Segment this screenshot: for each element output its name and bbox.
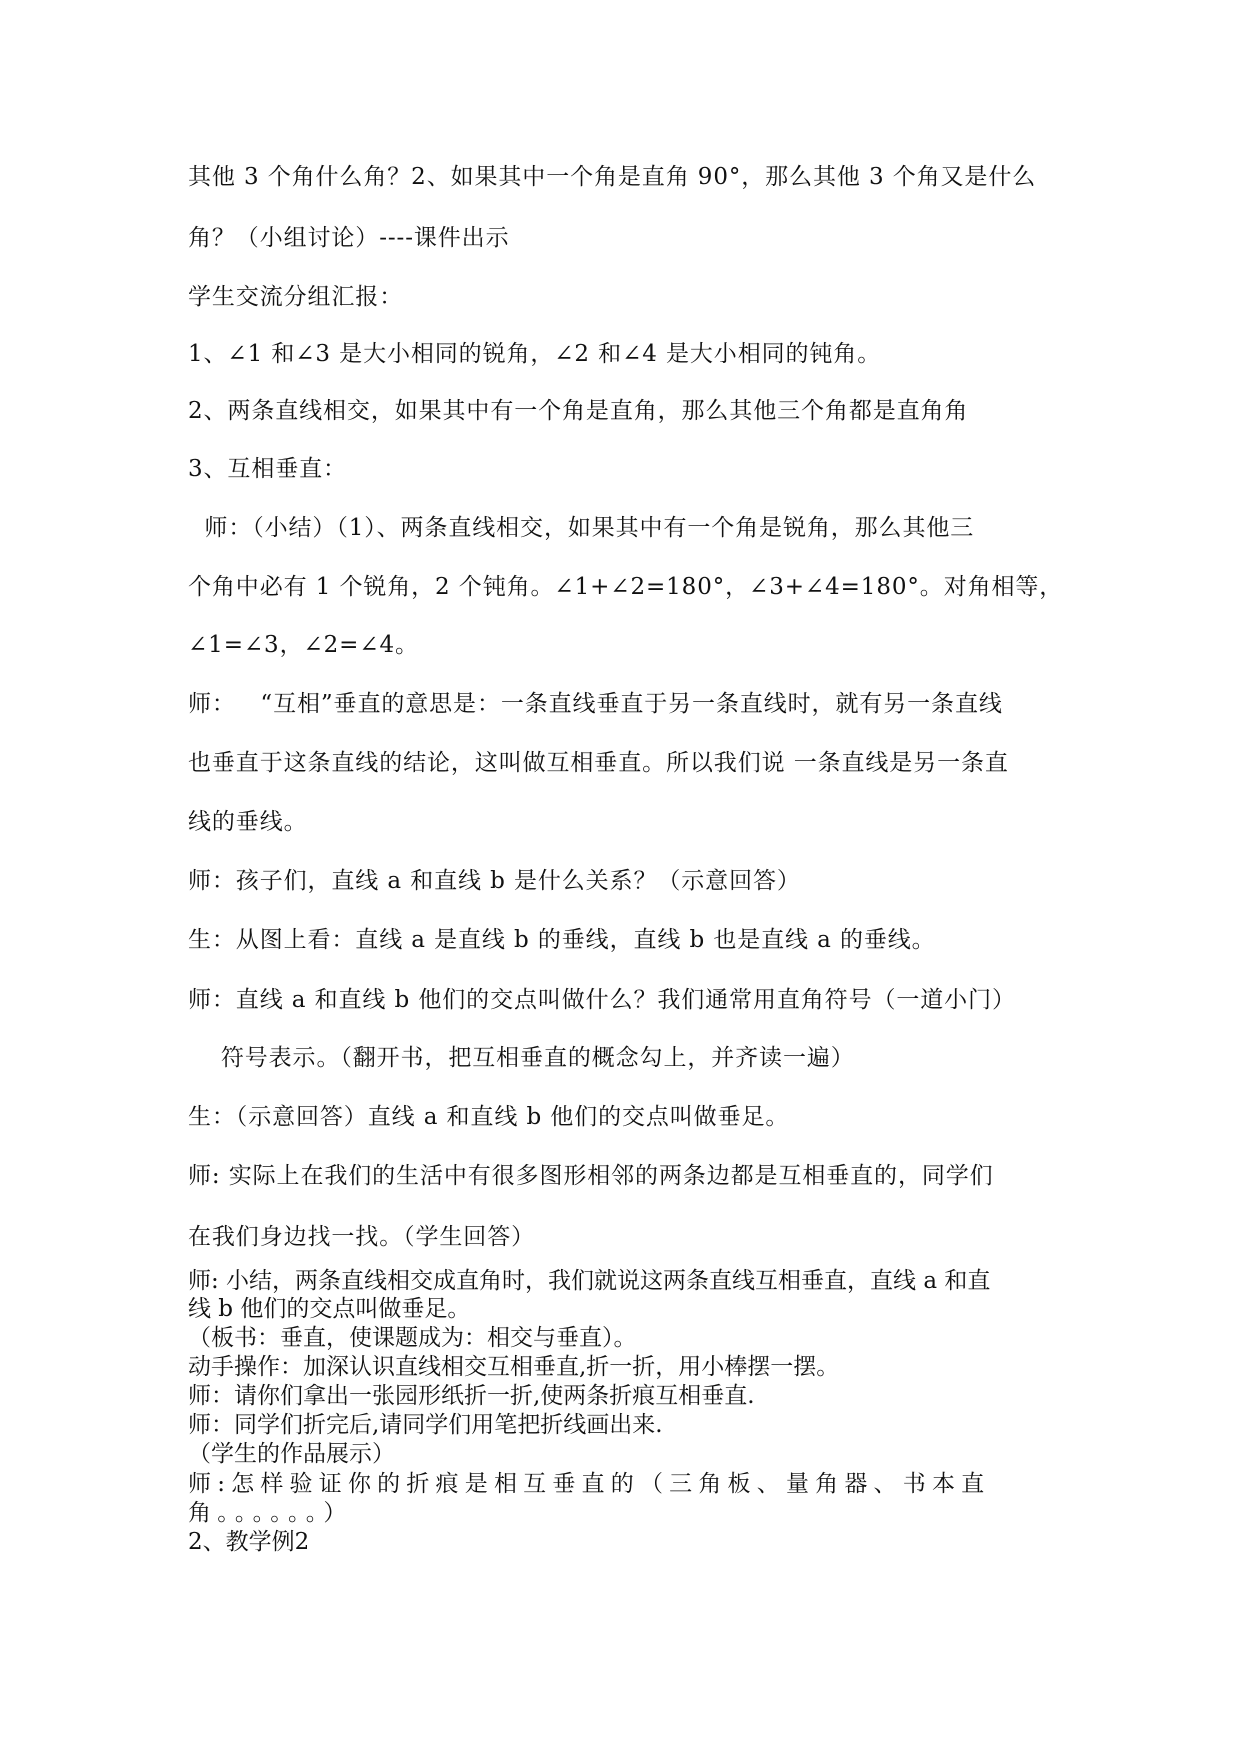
text-line: 角。。。。。。）: [188, 1500, 353, 1526]
text-line: 在我们身边找一找。（学生回答）: [188, 1224, 535, 1250]
text-line: 师: 实际上在我们的生活中有很多图形相邻的两条边都是互相垂直的，同学们: [188, 1163, 994, 1189]
text-line: 师：请你们拿出一张园形纸折一折,使两条折痕互相垂直.: [188, 1383, 755, 1409]
text-line: ∠1=∠3，∠2=∠4。: [188, 632, 419, 658]
text-line: 师：直线 a 和直线 b 他们的交点叫做什么？我们通常用直角符号（一道小门）: [188, 987, 1016, 1013]
text-line: 2、教学例2: [188, 1529, 310, 1555]
text-line: 生：（示意回答）直线 a 和直线 b 他们的交点叫做垂足。: [188, 1104, 790, 1130]
text-line: 线 b 他们的交点叫做垂足。: [188, 1296, 471, 1322]
text-line: （学生的作品展示）: [188, 1441, 395, 1467]
text-line: 生：从图上看：直线 a 是直线 b 的垂线，直线 b 也是直线 a 的垂线。: [188, 927, 936, 953]
text-line: 师：同学们折完后,请同学们用笔把折线画出来.: [188, 1412, 663, 1438]
text-line: 2、两条直线相交，如果其中有一个角是直角，那么其他三个角都是直角角: [188, 398, 969, 424]
text-line: 师：孩子们，直线 a 和直线 b 是什么关系？（示意回答）: [188, 868, 801, 894]
text-line: 其他 3 个角什么角？2、如果其中一个角是直角 90°，那么其他 3 个角又是什么: [188, 164, 1037, 190]
text-line: （板书：垂直，使课题成为：相交与垂直）。: [188, 1325, 637, 1351]
text-line: 师:怎样验证你的折痕是相互垂直的（三角板、量角器、书本直: [188, 1471, 991, 1497]
text-line: 也垂直于这条直线的结论，这叫做互相垂直。所以我们说 一条直线是另一条直: [188, 750, 1009, 776]
text-line: 个角中必有 1 个锐角，2 个钝角。∠1+∠2=180°，∠3+∠4=180°。对角相等，: [188, 574, 1064, 600]
text-line: 符号表示。（翻开书，把互相垂直的概念勾上，并齐读一遍）: [188, 1045, 855, 1071]
text-line: 角？（小组讨论）----课件出示: [188, 225, 510, 251]
text-line: 师： “互相”垂直的意思是：一条直线垂直于另一条直线时，就有另一条直线: [188, 691, 1003, 717]
text-line: 线的垂线。: [188, 809, 308, 835]
text-line: 3、互相垂直：: [188, 456, 347, 482]
text-line: 师: 小结，两条直线相交成直角时，我们就说这两条直线互相垂直，直线 a 和直: [188, 1268, 991, 1294]
text-line: 1、∠1 和∠3 是大小相同的锐角，∠2 和∠4 是大小相同的钝角。: [188, 341, 882, 367]
text-line: 动手操作：加深认识直线相交互相垂直,折一折，用小棒摆一摆。: [188, 1354, 840, 1380]
text-line: 师：（小结）（1）、两条直线相交，如果其中有一个角是锐角，那么其他三: [188, 515, 975, 541]
text-line: 学生交流分组汇报：: [188, 284, 404, 310]
